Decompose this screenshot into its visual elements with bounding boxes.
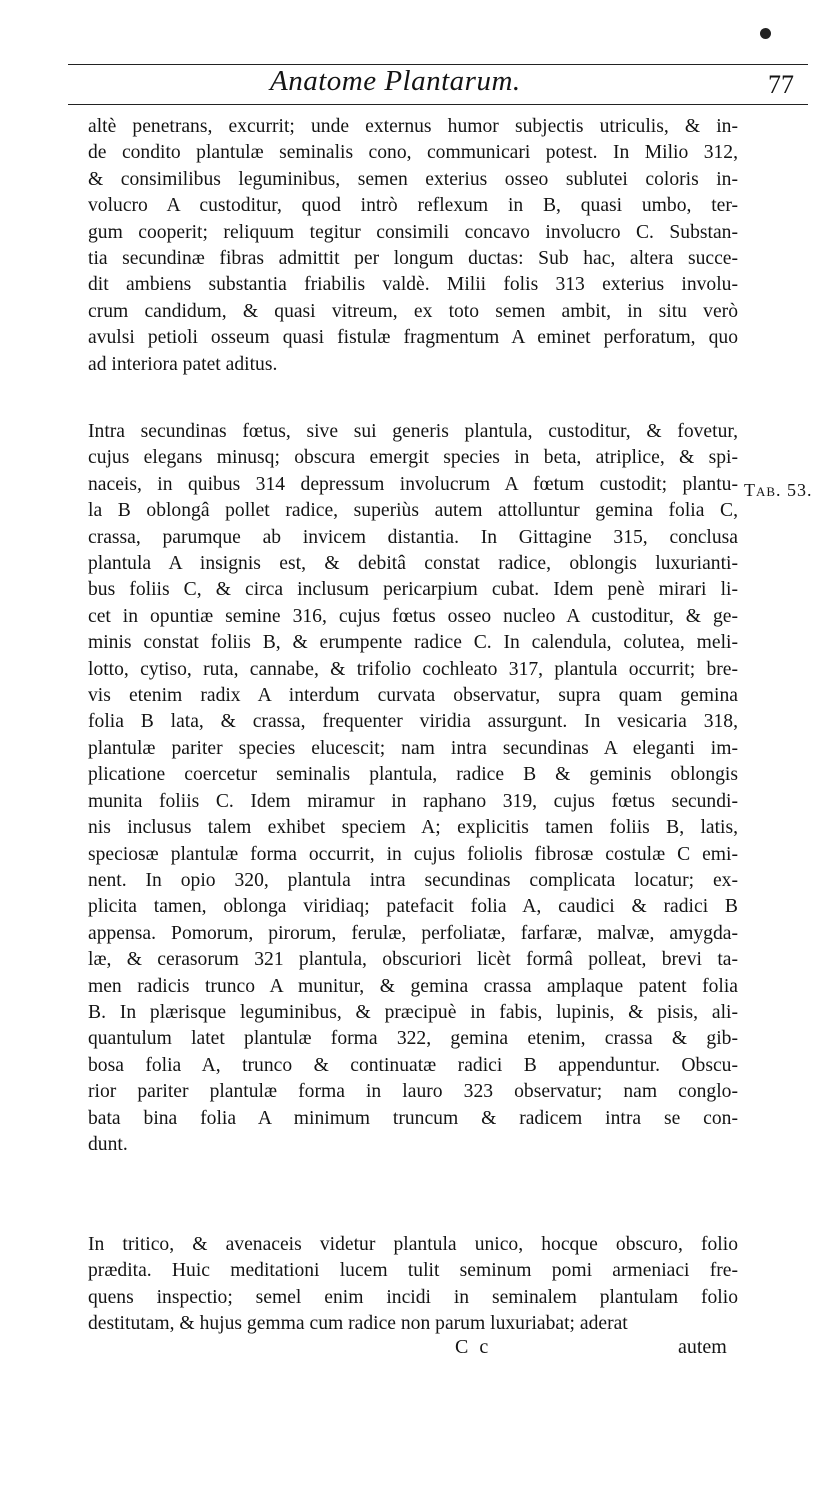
text-line: In tritico, & avenaceis videtur plantula unico, hocque obscuro, folio <box>88 1234 738 1255</box>
text-line: munita foliis C. Idem miramur in raphano 319, cujus fœtus secundi- <box>88 790 738 812</box>
text-line: & consimilibus leguminibus, semen exterius osseo sublutei coloris in- <box>88 168 738 190</box>
text-line: prædita. Huic meditationi lucem tulit seminum pomi armeniaci fre- <box>88 1260 738 1282</box>
text-line: cujus elegans minusq; obscura emergit species in beta, atriplice, & spi- <box>88 447 738 469</box>
text-line: folia B lata, & crassa, frequenter viridia assurgunt. In vesicaria 318, <box>88 711 738 733</box>
signature-mark: C c <box>455 1336 492 1358</box>
text-line: lotto, cytiso, ruta, cannabe, & trifolio cochleato 317, plantula occurrit; bre- <box>88 658 738 680</box>
text-line: quens inspectio; semel enim incidi in seminalem plantulam folio <box>88 1286 738 1308</box>
paragraph-2 <box>88 419 738 1158</box>
text-line: quantulum latet plantulæ forma 322, gemina etenim, crassa & gib- <box>88 1028 738 1050</box>
header-bottom-rule <box>68 104 808 105</box>
text-line: la B oblongâ pollet radice, superiùs autem attolluntur gemina folia C, <box>88 500 738 522</box>
text-line: volucro A custoditur, quod intrò reflexum in B, quasi umbo, ter- <box>88 195 738 217</box>
text-line: dunt. <box>88 1133 128 1155</box>
text-line: læ, & cerasorum 321 plantula, obscuriori licèt formâ polleat, brevi ta- <box>88 949 738 971</box>
ink-dot-mark <box>760 28 771 39</box>
paragraph-3 <box>88 1232 738 1338</box>
text-line: speciosæ plantulæ forma occurrit, in cujus foliolis fibrosæ costulæ C emi- <box>88 843 738 865</box>
text-line: dit ambiens substantia friabilis valdè. Milii folis 313 exterius involu- <box>88 274 738 296</box>
text-line: tia secundinæ fibras admittit per longum ductas: Sub hac, altera succe- <box>88 248 738 270</box>
paragraph-1 <box>88 114 738 378</box>
text-line: ad interiora patet aditus. <box>88 353 278 375</box>
text-line: minis constat foliis B, & erumpente radice C. In calendula, colutea, meli- <box>88 632 738 654</box>
text-line: de condito plantulæ seminalis cono, communicari potest. In Milio 312, <box>88 142 738 164</box>
text-line: cet in opuntiæ semine 316, cujus fœtus osseo nucleo A custoditur, & ge- <box>88 605 738 627</box>
text-line: men radicis trunco A munitur, & gemina crassa amplaque patent folia <box>88 975 738 997</box>
margin-note-table-ref: Tab. 53. <box>744 480 813 500</box>
text-line: plantula A insignis est, & debitâ constat radice, oblongis luxurianti- <box>88 553 738 575</box>
running-title: Anatome Plantarum. <box>270 65 521 97</box>
text-line: bus foliis C, & circa inclusum pericarpium cubat. Idem penè mirari li- <box>88 579 738 601</box>
catchword: autem <box>678 1336 727 1358</box>
text-line: avulsi petioli osseum quasi fistulæ fragmentum A eminet perforatum, quo <box>88 327 738 349</box>
text-line: vis etenim radix A interdum curvata observatur, supra quam gemina <box>88 685 738 707</box>
text-line: nis inclusus talem exhibet speciem A; explicitis tamen foliis B, latis, <box>88 817 738 839</box>
text-line: bata bina folia A minimum truncum & radicem intra se con- <box>88 1107 738 1129</box>
text-line: plantulæ pariter species elucescit; nam intra secundinas A eleganti im- <box>88 737 738 759</box>
text-line: plicatione coercetur seminalis plantula, radice B & geminis oblongis <box>88 764 738 786</box>
text-line: crassa, parumque ab invicem distantia. In Gittagine 315, conclusa <box>88 526 738 548</box>
text-line: appensa. Pomorum, pirorum, ferulæ, perfoliatæ, farfaræ, malvæ, amygda- <box>88 922 738 944</box>
text-line: crum candidum, & quasi vitreum, ex toto semen ambit, in situ verò <box>88 300 738 322</box>
text-line: naceis, in quibus 314 depressum involucrum A fœtum custodit; plantu- <box>88 473 738 495</box>
text-line: nent. In opio 320, plantula intra secundinas complicata locatur; ex- <box>88 869 738 891</box>
text-line: altè penetrans, excurrit; unde externus humor subjectis utriculis, & in- <box>88 116 738 137</box>
text-line: destitutam, & hujus gemma cum radice non parum luxuriabat; aderat <box>88 1313 628 1335</box>
text-line: gum cooperit; reliquum tegitur consimili concavo involucro C. Substan- <box>88 221 738 243</box>
text-line: B. In plærisque leguminibus, & præcipuè in fabis, lupinis, & pisis, ali- <box>88 1001 738 1023</box>
text-line: rior pariter plantulæ forma in lauro 323 observatur; nam conglo- <box>88 1081 738 1103</box>
page-number: 77 <box>768 70 794 99</box>
text-line: bosa folia A, trunco & continuatæ radici B appenduntur. Obscu- <box>88 1054 738 1076</box>
text-line: Intra secundinas fœtus, sive sui generis plantula, custoditur, & fovetur, <box>88 421 738 442</box>
text-line: plicita tamen, oblonga viridiaq; patefacit folia A, caudici & radici B <box>88 896 738 918</box>
